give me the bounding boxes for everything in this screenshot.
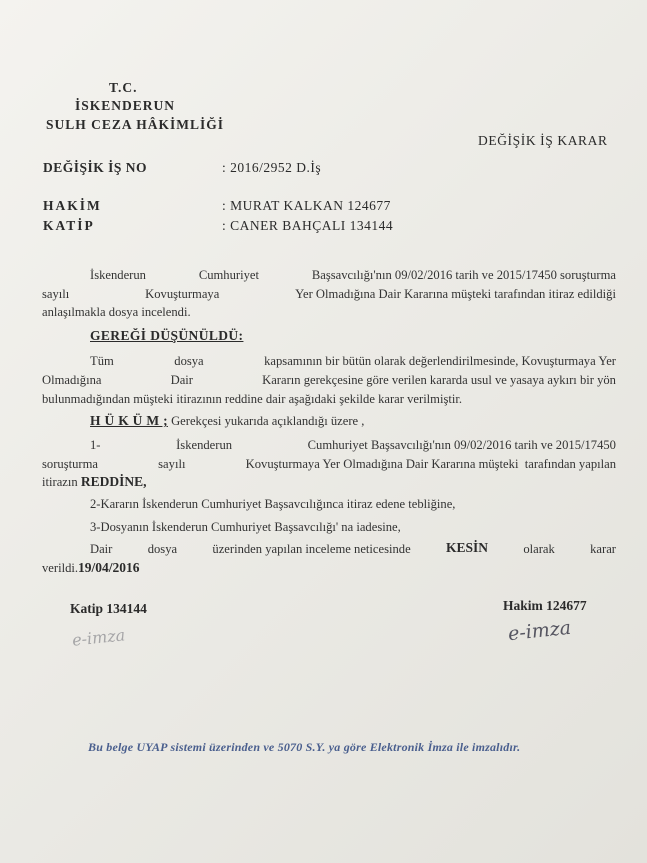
verdict-item1-line-3 [42,473,146,491]
final-word: karar [590,542,616,556]
judge-value: : MURAT KALKAN 124677 [222,198,391,213]
intro-text: Başsavcılığı'nın 09/02/2016 tarih ve 2015/17450 soruşturma [311,268,616,282]
reasoning-text: kapsamının bir bütün olarak değerlendirilmesinde, Kovuşturmaya Yer [264,354,616,368]
clerk-label: KATİP [43,218,95,233]
case-no-label: DEĞİŞİK İŞ NO [43,160,148,175]
clerk-signature-label: Katip 134144 [70,601,147,616]
verdict-heading-row [90,412,364,430]
intro-word: sayılı [42,287,70,301]
judge-esign-mark: e-imza [507,616,573,646]
intro-word: İskenderun [90,268,146,282]
reasoning-text: Kararın gerekçesine göre verilen kararda usul ve yasaya aykırı bir yön [262,373,616,387]
verdict-word: soruşturma [42,457,98,471]
verdict-rejection: REDDİNE, [80,474,147,489]
clerk-value: : CANER BAHÇALI 134144 [222,218,394,233]
intro-line-1 [90,266,616,284]
final-line-1 [90,540,616,558]
header-city: İSKENDERUN [75,98,176,113]
final-word: dosya [147,542,178,556]
final-word: olarak [523,542,555,556]
final-text: verildi. [42,561,79,575]
e-signature-notice: Bu belge UYAP sistemi üzerinden ve 5070 S.Y. ya göre Elektronik İmza ile imzalıdır. [88,740,521,754]
reasoning-word: Tüm [90,354,114,368]
header-court: SULH CEZA HÂKİMLİĞİ [46,117,225,132]
verdict-item1-line-2 [42,455,616,473]
intro-line-2 [42,285,616,303]
intro-word: Cumhuriyet [198,268,259,282]
reasoning-word: dosya [174,354,204,368]
verdict-text: Cumhuriyet Başsavcılığı'nın 09/02/2016 tarih ve 2015/17450 [307,438,616,452]
reasoning-word: Olmadığına [42,373,102,387]
verdict-item-3: 3-Dosyanın İskenderun Cumhuriyet Başsavcılığı' na iadesine, [90,520,401,534]
judge-signature-label: Hakim 124677 [503,598,587,613]
intro-text: Yer Olmadığına Dair Kararına müşteki tarafından itiraz edildiği [295,287,616,301]
reasoning-heading: GEREĞİ DÜŞÜNÜLDÜ: [90,328,244,343]
intro-word: Kovuşturmaya [145,287,220,301]
verdict-word: sayılı [158,457,186,471]
verdict-word: İskenderun [176,438,233,452]
verdict-item-2: 2-Kararın İskenderun Cumhuriyet Başsavcılığınca itiraz edene tebliğine, [90,497,456,511]
intro-line-3: anlaşılmakla dosya incelendi. [42,305,191,319]
verdict-text: Kovuşturmaya Yer Olmadığına Dair Kararına müşteki tarafından yapılan [245,457,616,471]
reasoning-line-1 [90,352,616,370]
verdict-word: 1- [90,438,101,452]
reasoning-line-2 [42,371,616,389]
final-text: üzerinden yapılan inceleme neticesinde [212,542,411,556]
verdict-heading-text: Gerekçesi yukarıda açıklandığı üzere , [167,414,365,428]
verdict-text: itirazın [42,475,81,489]
final-word: Dair [90,542,113,556]
final-line-2 [42,559,140,577]
final-kesin: KESİN [445,540,489,555]
reasoning-word: Dair [170,373,193,387]
case-no-value: : 2016/2952 D.İş [222,160,322,175]
verdict-item1-line-1 [90,436,616,454]
document-type: DEĞİŞİK İŞ KARAR [478,133,608,148]
header-tc: T.C. [109,80,138,95]
reasoning-line-3: bulunmadığından müşteki itirazının reddine dair aşağıdaki şekilde karar verilmiştir. [42,392,463,406]
verdict-heading: H Ü K Ü M ; [90,413,168,428]
clerk-esign-mark: e-imza [71,625,126,650]
judge-label: HAKİM [43,198,102,213]
decision-date: 19/04/2016 [78,560,140,575]
